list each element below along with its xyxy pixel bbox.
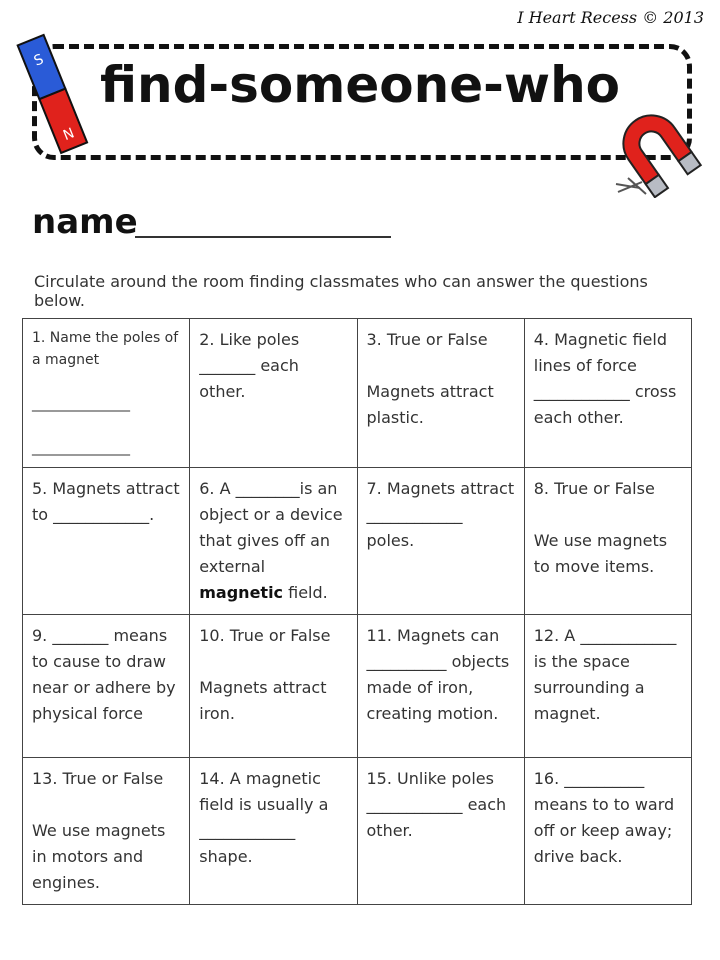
question-cell-13[interactable] [23,758,190,905]
question-text: 13. True or False We use magnets in motors and engines. [32,769,166,892]
question-cell-6[interactable] [190,468,357,615]
question-text: 16. __________ means to to ward off or keep away; drive back. [533,769,675,866]
grid-row [23,615,692,758]
question-cell-14[interactable] [190,758,357,905]
bar-magnet-icon [12,28,92,158]
question-text: 1. Name the poles of a magnet ______________ ______________ [32,330,179,456]
question-text-part: field. [283,583,328,602]
question-cell-2[interactable] [190,319,357,468]
question-cell-15[interactable] [357,758,524,905]
question-text: 12. A ____________ is the space surrounding a magnet. [533,626,677,723]
question-text: 3. True or False Magnets attract plastic. [366,330,494,427]
question-text: 4. Magnetic field lines of force ____________ cross each other. [533,330,677,427]
copyright-credit: I Heart Recess © 2013 [517,8,704,27]
bar-magnet-north-label: N [60,125,77,145]
name-input-line[interactable] [135,236,391,238]
question-text: 15. Unlike poles ____________ each other. [366,769,507,840]
question-text: 14. A magnetic field is usually a ____________ shape. [199,769,329,866]
question-cell-12[interactable] [524,615,691,758]
grid-row [23,758,692,905]
question-text: 11. Magnets can __________ objects made of iron, creating motion. [366,626,510,723]
question-cell-5[interactable] [23,468,190,615]
question-cell-3[interactable] [357,319,524,468]
question-cell-16[interactable] [524,758,691,905]
question-cell-9[interactable] [23,615,190,758]
question-cell-4[interactable] [524,319,691,468]
question-text: 2. Like poles _______ each other. [199,330,300,401]
page-title: find-someone-who [99,56,621,114]
question-text: 9. _______ means to cause to draw near or adhere by physical force [32,626,176,723]
bar-magnet-north-half [39,89,87,153]
grid-row [23,319,692,468]
question-text: 7. Magnets attract ____________ poles. [366,479,515,550]
name-label: name [32,202,138,242]
question-text: 10. True or False Magnets attract iron. [199,626,331,723]
question-cell-8[interactable] [524,468,691,615]
question-cell-11[interactable] [357,615,524,758]
question-cell-10[interactable] [190,615,357,758]
question-text: 5. Magnets attract to ____________. [32,479,180,524]
grid-row [23,468,692,615]
instructions: Circulate around the room finding classmates who can answer the questions below. [34,272,648,310]
question-text: 8. True or False We use magnets to move items. [533,479,668,576]
question-text-bold: magnetic [199,583,284,602]
horseshoe-magnet-icon [606,102,706,198]
question-text-part: 6. A ________is an object or a device that gives off an external [199,479,343,576]
question-cell-7[interactable] [357,468,524,615]
question-cell-1[interactable] [23,319,190,468]
question-grid [22,318,692,905]
bar-magnet-south-label: S [31,51,47,70]
